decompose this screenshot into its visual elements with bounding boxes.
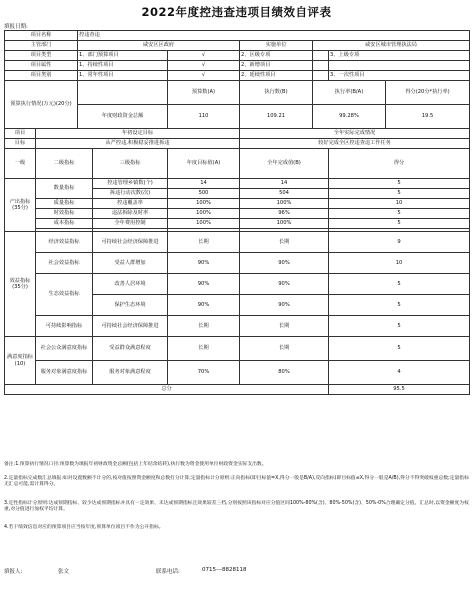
output-l3: 违法拆除及时率 — [93, 209, 168, 219]
output-score: 5 — [329, 189, 470, 199]
budget-header-b: 执行数(B) — [240, 81, 313, 105]
total-value: 95.5 — [329, 385, 470, 395]
indicator-header-b: 全年完成值(B) — [240, 149, 329, 179]
budget-value-a: 110 — [168, 105, 240, 129]
indicator-header-a: 年度目标值(A) — [168, 149, 240, 179]
page-title: 2022年度控违查违项目绩效自评表 — [141, 5, 332, 19]
budget-label: 预算执行情况(万元)(20分) — [5, 81, 78, 129]
effect-b: 90% — [240, 274, 329, 295]
budget-header-score: 得分(20分*执行率) — [386, 81, 470, 105]
attr-option-2: 2、新增项目 — [240, 61, 313, 71]
fill-date-label: 填报日期: — [4, 24, 28, 30]
output-score: 5 — [329, 219, 470, 229]
output-l3: 控违管理乡镇数(个) — [93, 179, 168, 189]
budget-value-rate: 99.28% — [313, 105, 386, 129]
attr-check-2 — [313, 61, 329, 71]
effect-score: 5 — [329, 274, 470, 295]
satisfaction-l3: 服务对象满意程度 — [93, 361, 168, 385]
output-l2-quality: 质量指标 — [36, 199, 93, 209]
effect-b: 长期 — [240, 316, 329, 337]
indicator-header-l1: 一级 — [5, 149, 36, 179]
budget-header-a: 预算数(A) — [168, 81, 240, 105]
kind-check-2 — [313, 71, 329, 81]
budget-row-label: 年度财政资金总额 — [78, 105, 168, 129]
effect-a: 长期 — [168, 316, 240, 337]
effect-score: 9 — [329, 232, 470, 253]
type-option-2: 2、区级专项 — [240, 51, 313, 61]
satisfaction-score: 5 — [329, 337, 470, 361]
satisfaction-b: 80% — [240, 361, 329, 385]
output-l2-timeliness: 时效指标 — [36, 209, 93, 219]
effect-l3: 可持续社会经济保障推进 — [93, 232, 168, 253]
satisfaction-b: 长期 — [240, 337, 329, 361]
satisfaction-label: 满意度指标(10) — [5, 337, 36, 385]
output-l2-quantity: 数量指标 — [36, 179, 93, 199]
type-option-3: 3、上级专项 — [329, 51, 470, 61]
satisfaction-l2-client: 服务对象满意度指标 — [36, 361, 93, 385]
indicator-header-score: 得分 — [329, 149, 470, 179]
output-b: 14 — [240, 179, 329, 189]
impl-value: 咸安区城市管理执法局 — [313, 41, 470, 51]
attr-check-1: √ — [168, 61, 240, 71]
output-b: 100% — [240, 199, 329, 209]
kind-option-2: 2、延续性项目 — [240, 71, 313, 81]
phone-label: 联系电话: — [156, 569, 180, 575]
effect-l3: 保护生态环境 — [93, 295, 168, 316]
output-a: 100% — [168, 199, 240, 209]
effect-l3: 可持续社会经济保障推进 — [93, 316, 168, 337]
satisfaction-a: 长期 — [168, 337, 240, 361]
filler-label: 填报人: — [4, 569, 23, 575]
filler-name: 张文 — [58, 569, 70, 575]
effect-l2-social: 社会效益指标 — [36, 253, 93, 274]
effect-score: 5 — [329, 295, 470, 316]
effect-b: 长期 — [240, 232, 329, 253]
output-a: 100% — [168, 209, 240, 219]
budget-value-b: 109.21 — [240, 105, 313, 129]
effect-a: 长期 — [168, 232, 240, 253]
type-check-1: √ — [168, 51, 240, 61]
goals-actual-value: 较好完成全区控违查违工作任务 — [240, 139, 470, 149]
goals-row-label: 目标 — [5, 139, 36, 149]
note-2: 2.定量指标完成数汇总填报:如对设置数额不计分的,按对值按照资金额度和总数打分计算;定量指标计分原则:正向指标(即目标值=X,得分一般是B/A),反向指标(即目标值≤X,得分一般是A/B),得分不得突破权重总数;定量指标无汇总可能,需计算得分。 — [4, 476, 469, 487]
note-1: 备注:1.预算执行情况口径:预算数为填报年初财政资金总额(包括上年结余结转),执行数为资金使用单位财政资金实际支出数。 — [4, 462, 267, 467]
goals-year-value: 从严控违,积极稳妥推进拆违 — [36, 139, 240, 149]
output-l3: 控违覆盖率 — [93, 199, 168, 209]
effect-l2-economic: 经济效益指标 — [36, 232, 93, 253]
dept-label: 主管部门 — [5, 41, 78, 51]
effect-a: 90% — [168, 253, 240, 274]
output-b: 96% — [240, 209, 329, 219]
project-name-value: 控违查违 — [78, 31, 470, 41]
output-l2-cost: 成本指标 — [36, 219, 93, 229]
output-a: 100% — [168, 219, 240, 229]
output-score: 10 — [329, 199, 470, 209]
type-label: 项目类型 — [5, 51, 78, 61]
evaluation-table — [4, 30, 470, 395]
type-check-2 — [313, 51, 329, 61]
effect-a: 90% — [168, 295, 240, 316]
effect-b: 90% — [240, 295, 329, 316]
kind-option-3: 3、一次性项目 — [329, 71, 470, 81]
output-a: 500 — [168, 189, 240, 199]
effect-label: 效益指标(35分) — [5, 232, 36, 337]
effect-l2-ecological: 生态效益指标 — [36, 274, 93, 316]
indicator-header-l2: 二级指标 — [36, 149, 93, 179]
total-label: 总分 — [5, 385, 329, 395]
output-l3: 拆违行动次数(次) — [93, 189, 168, 199]
effect-a: 90% — [168, 274, 240, 295]
attr-option-1: 1、持续性项目 — [78, 61, 168, 71]
satisfaction-score: 4 — [329, 361, 470, 385]
budget-value-score: 19.5 — [386, 105, 470, 129]
goals-header-actual: 全年实际完成情况 — [240, 129, 470, 139]
effect-l2-sustainable: 可持续影响指标 — [36, 316, 93, 337]
type-option-1: 1、部门预算项目 — [78, 51, 168, 61]
project-name-label: 项目名称 — [5, 31, 78, 41]
budget-header-rate: 执行率(B/A) — [313, 81, 386, 105]
effect-score: 10 — [329, 253, 470, 274]
output-label: 产出指标(35分) — [5, 179, 36, 232]
output-a: 14 — [168, 179, 240, 189]
output-l3: 全年费用控制 — [93, 219, 168, 229]
effect-score: 5 — [329, 316, 470, 337]
dept-value: 咸安区区政府 — [78, 41, 240, 51]
impl-label: 实施单位 — [240, 41, 313, 51]
output-b: 100% — [240, 219, 329, 229]
output-score: 5 — [329, 179, 470, 189]
satisfaction-a: 70% — [168, 361, 240, 385]
kind-option-1: 1、常年性项目 — [78, 71, 168, 81]
note-3: 3.定性指标计分原则:达成预期指标、较少达成预期指标并具有一定效果、未达成预期指标且效果较差三档,分别按照该指标对应分值区间100%-80%(含)、80%-50%(含)、50%-0%合理确定分值。汇总时,以资金额度为权重,对分值进行加权平均计算。 — [4, 501, 469, 512]
indicator-header-l3: 三级指标 — [93, 149, 168, 179]
kind-check-1: √ — [168, 71, 240, 81]
output-b: 504 — [240, 189, 329, 199]
goals-header-year: 年初设定目标 — [36, 129, 240, 139]
note-4: 4.若干绩效信息对应的预算项目应当按年度,预算单位项目不作为公开指标。 — [4, 525, 164, 530]
kind-label: 项目类别 — [5, 71, 78, 81]
effect-b: 90% — [240, 253, 329, 274]
phone-value: 0715---8828118 — [202, 567, 247, 573]
output-score: 5 — [329, 209, 470, 219]
effect-l3: 改善人居环境 — [93, 274, 168, 295]
satisfaction-l2-public: 社会公众满意度指标 — [36, 337, 93, 361]
effect-l3: 受益人群增加 — [93, 253, 168, 274]
goals-header-label: 项目 — [5, 129, 36, 139]
attr-label: 项目属性 — [5, 61, 78, 71]
satisfaction-l3: 受益群众满意程度 — [93, 337, 168, 361]
